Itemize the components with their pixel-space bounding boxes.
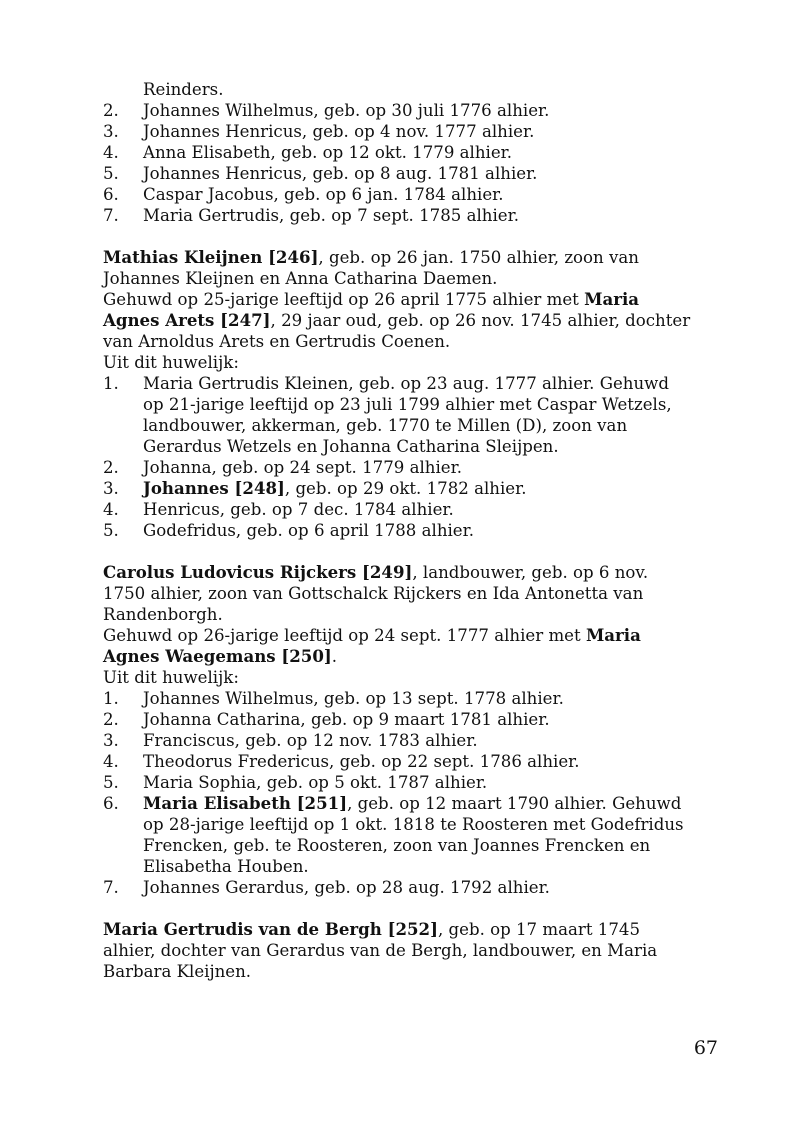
spouse-name: Maria Agnes Arets [247]: [103, 289, 640, 330]
continued-line: Reinders.: [143, 80, 224, 99]
list-item: 4. Anna Elisabeth, geb. op 12 okt. 1779 alhier.: [103, 143, 513, 162]
list-item: 5. Johannes Henricus, geb. op 8 aug. 1781 alhier.: [103, 164, 538, 183]
list-item: 3. Johannes [248], geb. op 29 okt. 1782 alhier.: [103, 478, 527, 498]
list-item: 6. Caspar Jacobus, geb. op 6 jan. 1784 alhier.: [103, 185, 504, 204]
list-item: 3. Johannes Henricus, geb. op 4 nov. 1777 alhier.: [103, 122, 535, 141]
marriage-paragraph: Gehuwd op 26-jarige leeftijd op 24 sept. 1777 alhier met Maria Agnes Waegemans [250].: [103, 625, 641, 666]
list-item: 3. Franciscus, geb. op 12 nov. 1783 alhier.: [103, 731, 478, 750]
person-paragraph: Mathias Kleijnen [246], geb. op 26 jan. 1750 alhier, zoon van Johannes Kleijnen en Anna Catharina Daemen.: [103, 247, 639, 288]
list-item: 1. Johannes Wilhelmus, geb. op 13 sept. 1778 alhier.: [103, 689, 564, 708]
children-list: [103, 100, 693, 226]
children-heading: Uit dit huwelijk:: [103, 668, 239, 687]
list-item: 7. Johannes Gerardus, geb. op 28 aug. 1792 alhier.: [103, 878, 550, 897]
list-item: 5. Maria Sophia, geb. op 5 okt. 1787 alhier.: [103, 773, 488, 792]
person-name: Maria Gertrudis van de Bergh [252]: [103, 919, 438, 939]
entry-252: [103, 919, 693, 982]
entry-249: [103, 562, 693, 898]
page-number: 67: [693, 1037, 718, 1059]
entry-246: [103, 247, 693, 541]
children-heading: Uit dit huwelijk:: [103, 353, 239, 372]
children-list: [103, 373, 693, 541]
list-item: 7. Maria Gertrudis, geb. op 7 sept. 1785 alhier.: [103, 206, 519, 225]
list-item: 2. Johanna, geb. op 24 sept. 1779 alhier.: [103, 458, 463, 477]
list-item: 1. Maria Gertrudis Kleinen, geb. op 23 aug. 1777 alhier. Gehuwd op 21-jarige leeftijd op 23 juli 1799 alhier met Caspar Wetzels, landbouwer, akkerman, geb. 1770 te Millen (D), zoon van Gerardus Wetzels en Johanna Catharina Sleijpen.: [103, 374, 672, 456]
list-item: 4. Henricus, geb. op 7 dec. 1784 alhier.: [103, 500, 454, 519]
person-paragraph: Carolus Ludovicus Rijckers [249], landbouwer, geb. op 6 nov. 1750 alhier, zoon van Gottschalck Rijckers en Ida Antonetta van Randenborgh.: [103, 562, 649, 624]
list-item: 4. Theodorus Fredericus, geb. op 22 sept. 1786 alhier.: [103, 752, 580, 771]
children-list: [103, 688, 693, 898]
list-item: 2. Johannes Wilhelmus, geb. op 30 juli 1776 alhier.: [103, 101, 550, 120]
person-name: Mathias Kleijnen [246]: [103, 247, 319, 267]
list-item: 2. Johanna Catharina, geb. op 9 maart 1781 alhier.: [103, 710, 550, 729]
list-item: 6. Maria Elisabeth [251], geb. op 12 maart 1790 alhier. Gehuwd op 28-jarige leeftijd op 1 okt. 1818 te Roosteren met Godefridus Frencken, geb. te Roosteren, zoon van Joannes Frencken en Elisabetha Houben.: [103, 793, 684, 876]
continued-entry: [103, 79, 693, 226]
person-paragraph: Maria Gertrudis van de Bergh [252], geb. op 17 maart 1745 alhier, dochter van Gerardus van de Bergh, landbouwer, en Maria Barbara Kleijnen.: [103, 919, 658, 981]
list-item: 5. Godefridus, geb. op 6 april 1788 alhier.: [103, 521, 475, 540]
page-body: [103, 79, 693, 982]
person-name: Carolus Ludovicus Rijckers [249]: [103, 562, 413, 582]
spouse-name: Maria Agnes Waegemans [250]: [103, 625, 641, 666]
marriage-paragraph: Gehuwd op 25-jarige leeftijd op 26 april 1775 alhier met Maria Agnes Arets [247], 29 jaar oud, geb. op 26 nov. 1745 alhier, dochter van Arnoldus Arets en Gertrudis Coenen.: [103, 289, 691, 351]
